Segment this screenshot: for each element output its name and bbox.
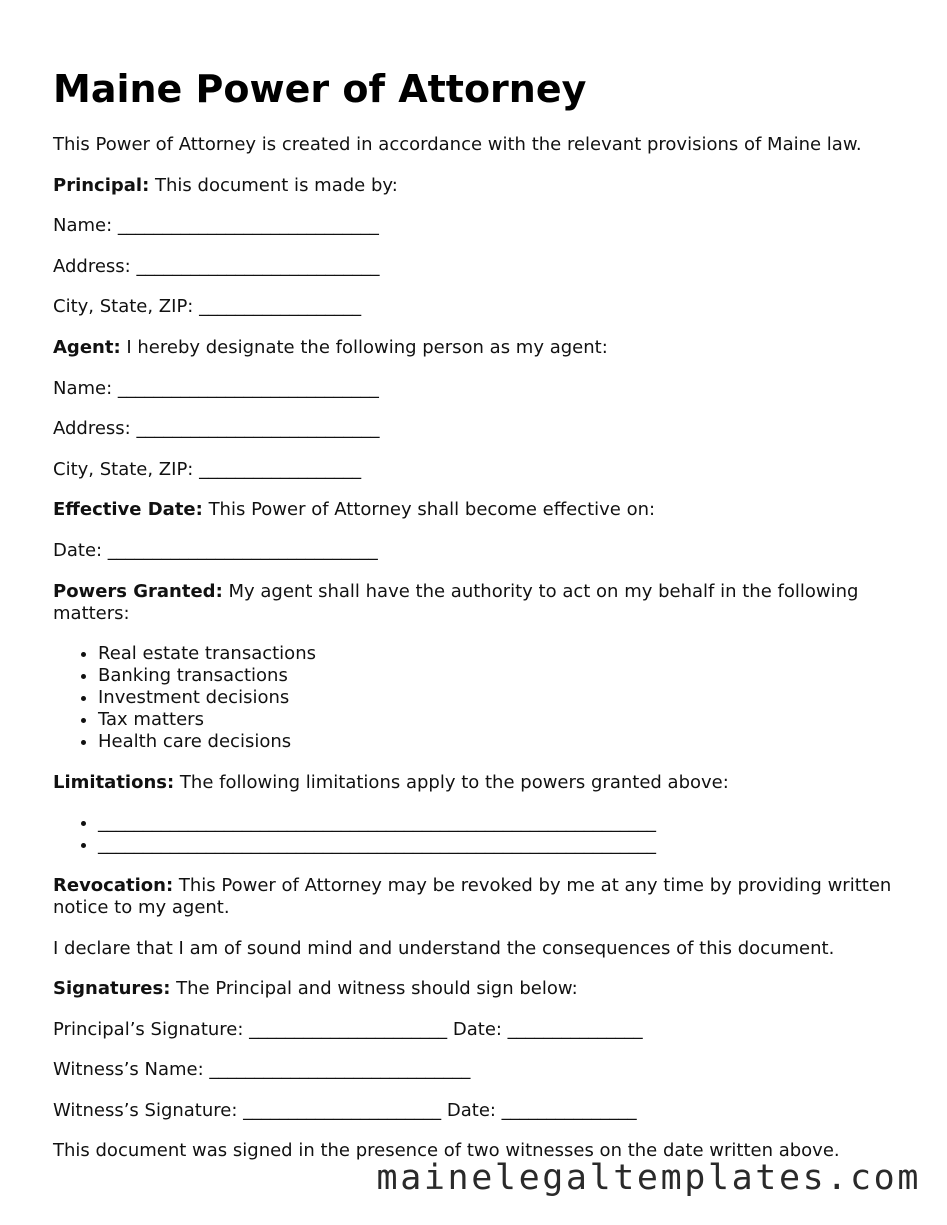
principal-label: Principal: [53,174,150,196]
list-item: • Real estate transactions [98,643,913,665]
declaration-paragraph: I declare that I am of sound mind and understand the consequences of this document. [53,937,835,959]
revocation-paragraph [53,875,913,919]
list-item: • ______________________________________________________________ [98,812,913,834]
revocation-label: Revocation: [53,874,174,896]
powers-heading [53,581,913,625]
intro-paragraph: This Power of Attorney is created in accordance with the relevant provisions of Maine law. [53,134,862,155]
agent-heading [53,337,913,359]
signatures-label: Signatures: [53,978,171,1000]
effective-date-line: Date: ______________________________ [53,539,378,561]
powers-list [53,643,913,753]
document-page [53,66,913,1181]
agent-name-line: Name: _____________________________ [53,377,379,399]
agent-address-line: Address: ___________________________ [53,418,380,440]
principal-signature-line: Principal’s Signature: ______________________ Date: _______________ [53,1018,643,1040]
agent-text: I hereby designate the following person as my agent: [120,336,608,358]
limitations-label: Limitations: [53,771,175,793]
limitations-list [53,812,913,856]
limitations-heading [53,772,913,794]
watermark: mainelegaltemplates.com [376,1158,921,1198]
list-item: • Investment decisions [98,687,913,709]
principal-name-line: Name: _____________________________ [53,215,379,237]
witness-name-line: Witness’s Name: _____________________________ [53,1059,471,1081]
revocation-text: This Power of Attorney may be revoked by me at any time by providing written notice to my agent. [53,874,892,918]
agent-label: Agent: [53,336,121,358]
effective-label: Effective Date: [53,499,203,521]
limitations-text: The following limitations apply to the powers granted above: [174,771,729,793]
effective-heading [53,499,913,521]
agent-city-line: City, State, ZIP: __________________ [53,458,362,480]
list-item: • Health care decisions [98,731,913,753]
list-item: • Banking transactions [98,665,913,687]
effective-text: This Power of Attorney shall become effective on: [202,499,656,521]
principal-text: This document is made by: [149,174,398,196]
principal-address-line: Address: ___________________________ [53,255,380,277]
document-title: Maine Power of Attorney [53,67,587,111]
signatures-heading [53,978,913,1000]
list-item: • ______________________________________________________________ [98,834,913,856]
principal-heading [53,175,913,197]
list-item: • Tax matters [98,709,913,731]
powers-text: My agent shall have the authority to act on my behalf in the following matters: [53,580,859,624]
signatures-text: The Principal and witness should sign below: [170,978,578,1000]
witness-signature-line: Witness’s Signature: ______________________ Date: _______________ [53,1099,637,1121]
powers-label: Powers Granted: [53,580,223,602]
closing-paragraph: This document was signed in the presence of two witnesses on the date written above. [53,1140,840,1162]
principal-city-line: City, State, ZIP: __________________ [53,296,362,318]
